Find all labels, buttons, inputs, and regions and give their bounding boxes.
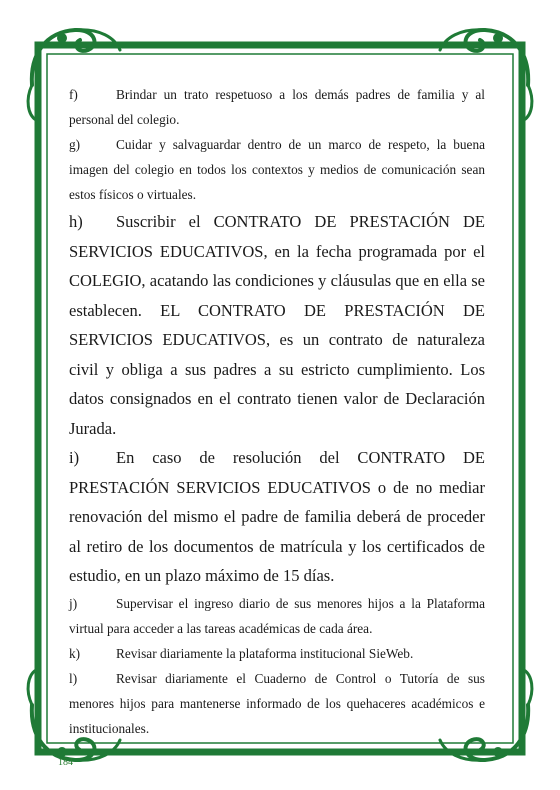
item-text: En caso de resolución del CONTRATO DE PRESTACIÓN SERVICIOS EDUCATIVOS o de no mediar renovación del mismo el padre de familia deberá de proceder al retiro de los documentos de matrícula y los certificados de estudio, en un plazo máximo de 15 días. (69, 448, 485, 585)
item-letter: k) (69, 645, 81, 661)
item-letter: i) (69, 448, 80, 467)
item-letter: g) (69, 137, 81, 152)
item-text: Revisar diariamente el Cuaderno de Control o Tutoría de sus menores hijos para mantenerse informado de los quehaceres académicos e institucionales. (69, 670, 485, 736)
list-item (69, 666, 485, 741)
list-item (69, 443, 485, 591)
item-text: Suscribir el CONTRATO DE PRESTACIÓN DE SERVICIOS EDUCATIVOS, en la fecha programada por el COLEGIO, acatando las condiciones y cláusulas que en ella se establecen. EL CONTRATO DE PRESTACIÓN DE SERVICIOS EDUCATIVOS, es un contrato de naturaleza civil y obliga a sus padres a su estricto cumplimiento. Los datos consignados en el contrato tienen valor de Declaración Jurada. (69, 212, 485, 438)
item-letter: j) (69, 595, 78, 611)
list-item (69, 641, 485, 666)
list-item (69, 207, 485, 443)
item-letter: h) (69, 212, 83, 231)
item-text: Revisar diariamente la plataforma institucional SieWeb. (116, 645, 414, 661)
list-item (69, 82, 485, 132)
list-item (69, 591, 485, 641)
item-letter: l) (69, 670, 78, 686)
duties-list (69, 82, 485, 741)
list-item (69, 132, 485, 207)
page-number: 184 (58, 757, 73, 768)
item-text: Supervisar el ingreso diario de sus menores hijos a la Plataforma virtual para acceder a las tareas académicas de cada área. (69, 595, 485, 636)
item-text: Brindar un trato respetuoso a los demás padres de familia y al personal del colegio. (69, 87, 485, 127)
item-letter: f) (69, 87, 78, 102)
item-text: Cuidar y salvaguardar dentro de un marco de respeto, la buena imagen del colegio en todos los contextos y medios de comunicación sean estos físicos o virtuales. (69, 137, 485, 202)
